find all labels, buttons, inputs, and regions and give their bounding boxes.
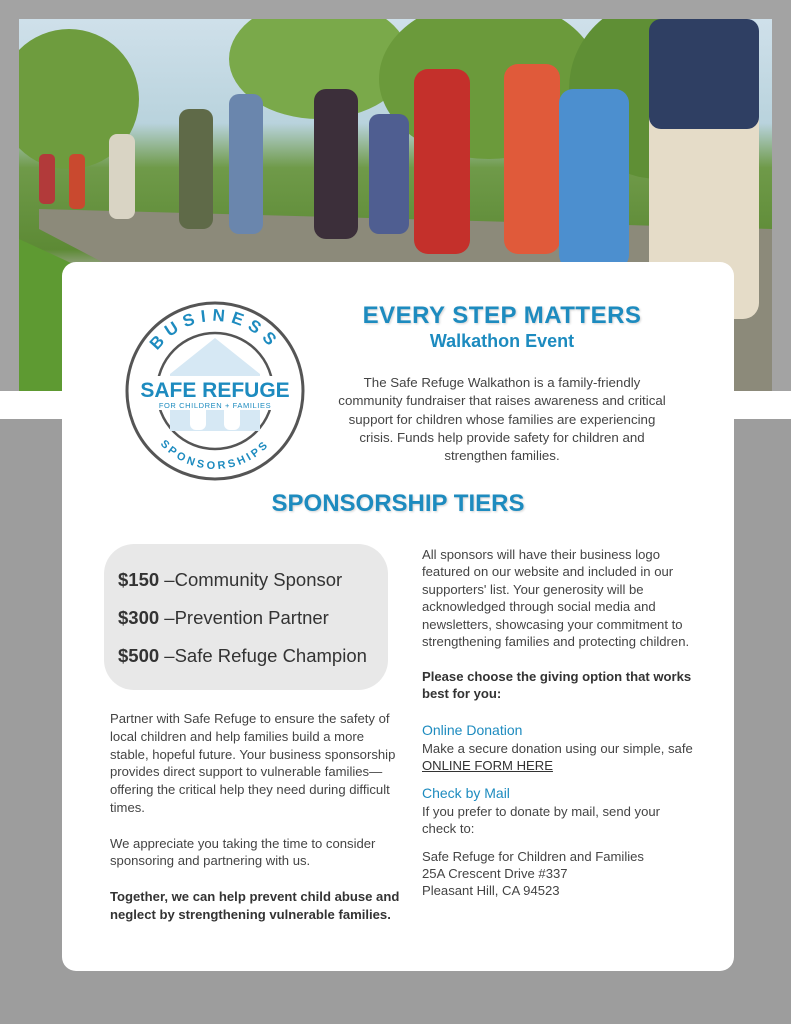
online-donation-text — [422, 740, 697, 775]
logo-arc-bottom: SPONSORSHIPS — [157, 437, 273, 473]
online-form-link[interactable]: ONLINE FORM HERE — [422, 758, 553, 774]
tier-item — [118, 604, 388, 642]
tier-list — [104, 544, 388, 690]
sponsorship-tiers-heading: SPONSORSHIP TIERS — [271, 490, 525, 517]
address-line-1: Safe Refuge for Children and Families — [422, 848, 644, 864]
logo-tagline: FOR CHILDREN + FAMILIES — [158, 401, 272, 410]
tier-name: –Prevention Partner — [159, 607, 329, 628]
tier-item — [118, 566, 388, 604]
event-title: EVERY STEP MATTERS — [362, 302, 642, 329]
online-donation-title: Online Donation — [422, 722, 523, 739]
address-line-3: Pleasant Hill, CA 94523 — [422, 883, 560, 899]
sponsor-benefits-paragraph: All sponsors will have their business logo featured on our website and included in our supporters' list. Your generosity will be acknowledged through social media and newsletters, showcasing your commitment to strengthening families and protecting children. — [422, 547, 690, 650]
safe-refuge-logo — [120, 296, 310, 486]
tier-amount: $300 — [118, 607, 160, 628]
logo-name: SAFE REFUGE — [140, 379, 290, 402]
partner-paragraph: Partner with Safe Refuge to ensure the safety of local children and help families build a more stable, hopeful future. Your business sponsorship provides direct support to vulnerable families—offering the critical help they need during difficult times. — [110, 711, 396, 815]
logo-arc-top: BUSINESS — [145, 305, 285, 354]
together-paragraph: Together, we can help prevent child abuse and neglect by strengthening vulnerable families. — [110, 888, 400, 922]
tier-amount: $150 — [118, 569, 160, 590]
choose-option-text: Please choose the giving option that works best for you: — [422, 668, 692, 702]
right-column — [422, 546, 697, 900]
tier-amount: $500 — [118, 645, 160, 666]
tier-name: –Community Sponsor — [159, 569, 343, 590]
svg-text:SPONSORSHIPS — [158, 438, 272, 472]
address-line-2: 25A Crescent Drive #337 — [422, 866, 568, 882]
online-donation-desc: Make a secure donation using our simple, safe — [422, 741, 693, 757]
tier-name: –Safe Refuge Champion — [159, 645, 367, 666]
mailing-address — [422, 848, 697, 900]
check-by-mail-text: If you prefer to donate by mail, send your check to: — [422, 803, 661, 837]
content-card — [62, 262, 734, 971]
event-subtitle: Walkathon Event — [429, 331, 575, 351]
event-intro: The Safe Refuge Walkathon is a family-friendly community fundraiser that raises awareness and critical support for children whose families are experiencing crisis. Funds help provide safety for children and strengthen families. — [338, 375, 666, 464]
appreciation-paragraph: We appreciate you taking the time to consider sponsoring and partnering with us. — [110, 835, 376, 869]
tier-item — [118, 642, 388, 680]
left-column — [110, 710, 400, 941]
check-by-mail-title: Check by Mail — [422, 784, 510, 801]
